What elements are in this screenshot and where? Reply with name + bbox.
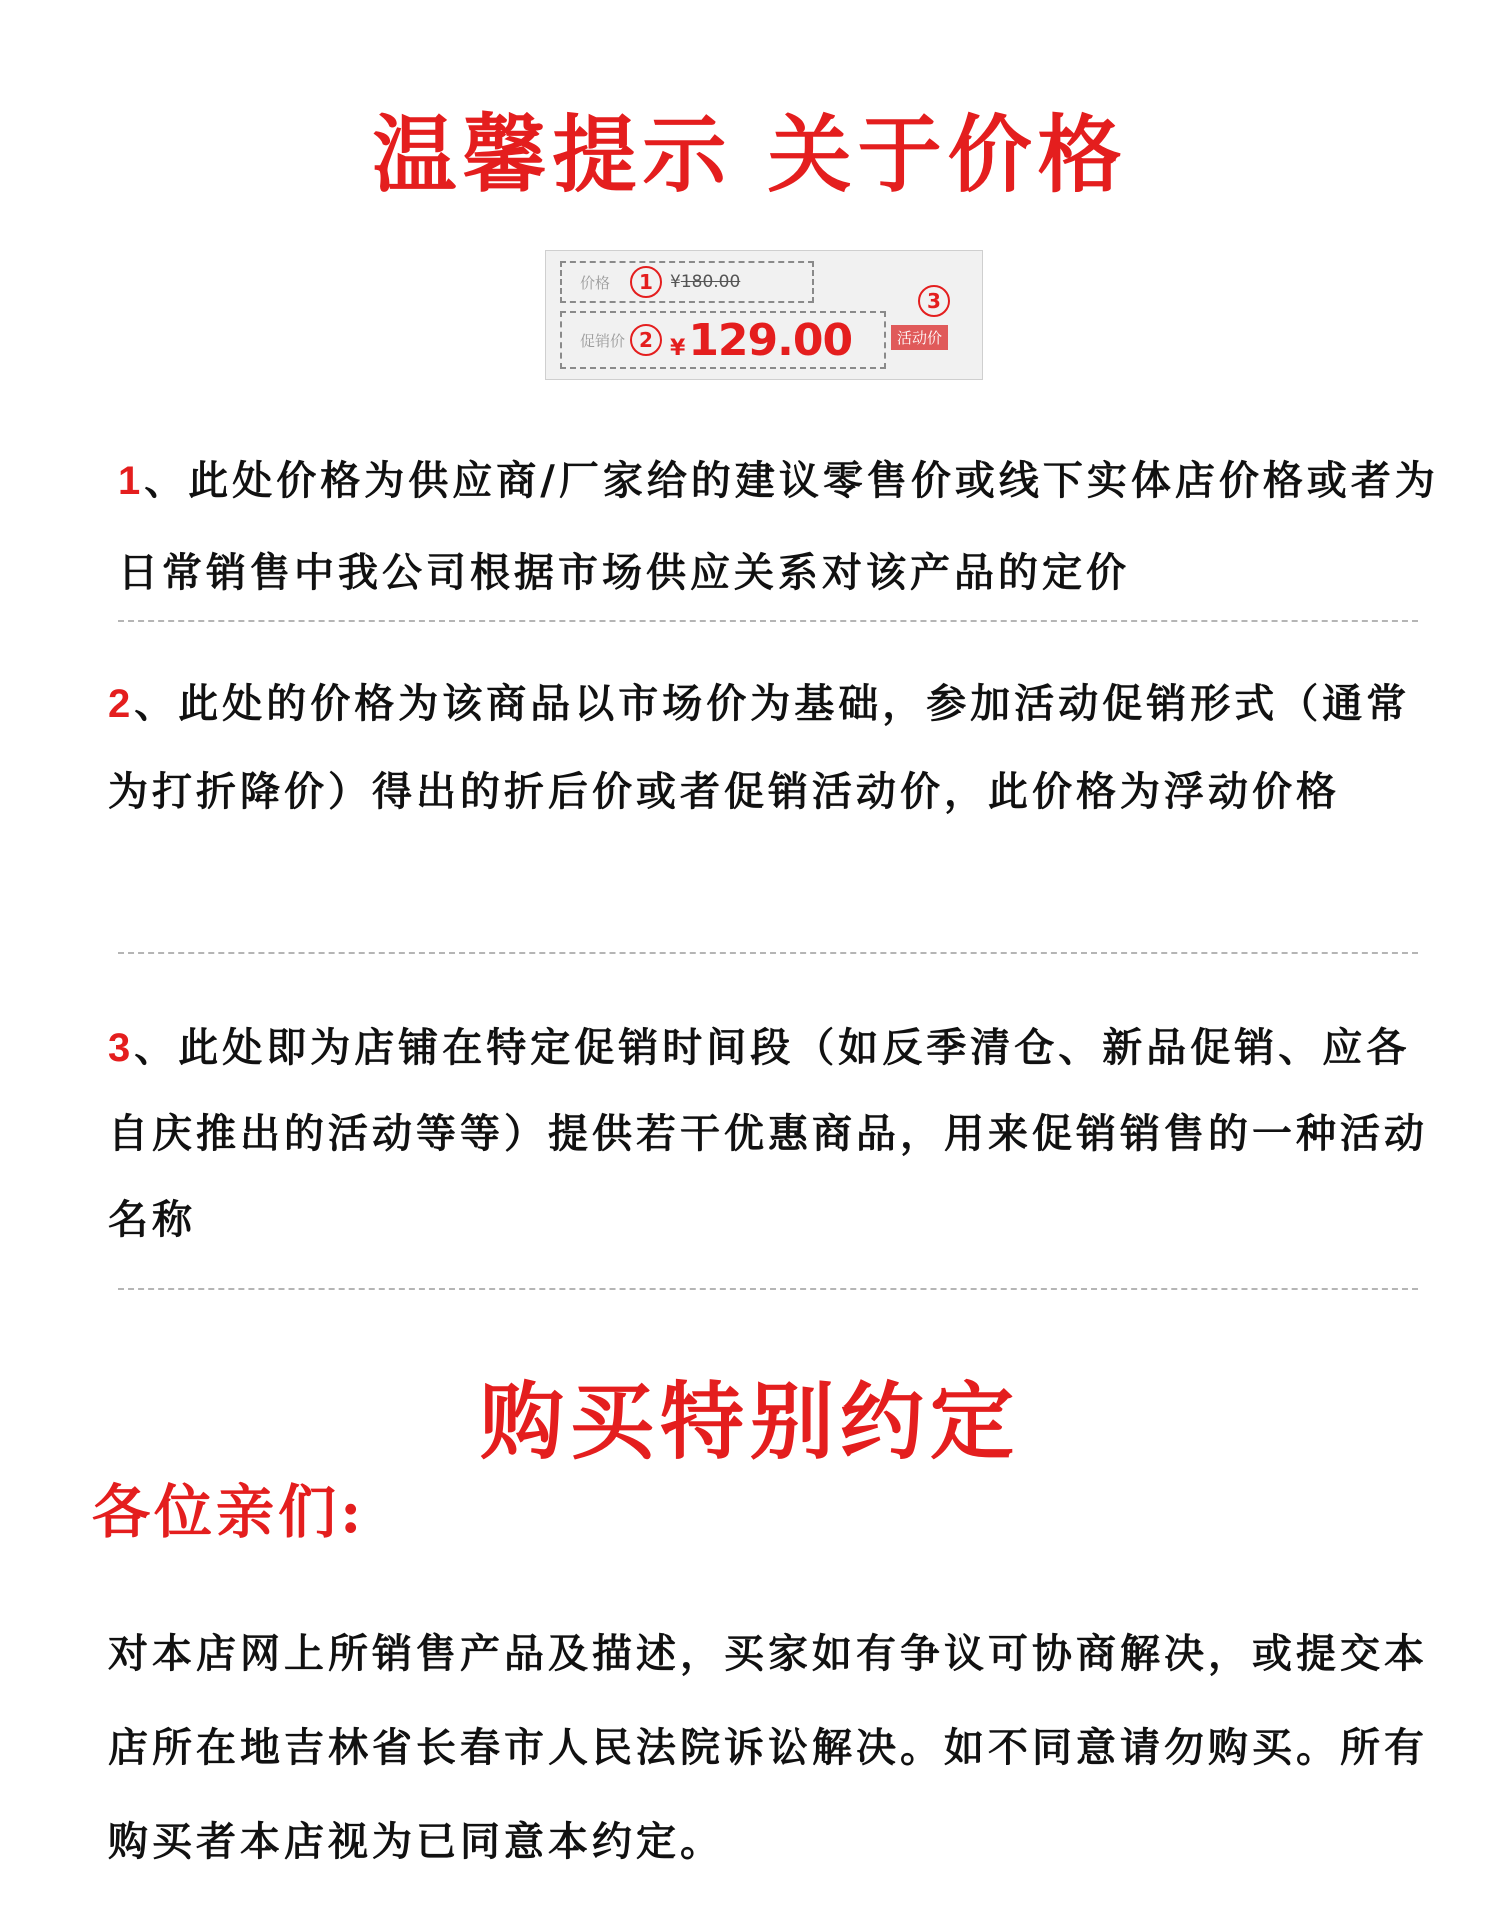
marker-3-icon: 3	[918, 285, 950, 317]
promo-price-row	[560, 311, 886, 369]
page-title: 温馨提示 关于价格	[372, 105, 1128, 204]
section-title: 购买特别约定	[479, 1372, 1020, 1471]
divider	[118, 620, 1418, 622]
marker-2-icon: 2	[630, 324, 662, 356]
note-text: 、此处的价格为该商品以市场价为基础，参加活动促销形式（通常为打折降价）得出的折后价或者促销活动价，此价格为浮动价格	[108, 680, 1411, 815]
note-number: 2	[108, 682, 135, 726]
original-price-currency: ¥	[670, 272, 681, 292]
agreement-text: 对本店网上所销售产品及描述，买家如有争议可协商解决，或提交本店所在地吉林省长春市人民法院诉讼解决。如不同意请勿购买。所有购买者本店视为已同意本约定。	[108, 1630, 1428, 1865]
note-number: 1	[118, 459, 145, 503]
original-price-value: 180.00	[680, 272, 741, 292]
note-3	[108, 1005, 1438, 1263]
divider	[118, 952, 1418, 954]
promo-price-value: 129.00	[688, 314, 853, 366]
price-label: 价格	[580, 273, 611, 292]
price-example-graphic	[545, 250, 983, 380]
marker-1-icon: 1	[630, 266, 662, 298]
original-price	[670, 272, 740, 292]
note-2	[108, 660, 1438, 836]
promo-label: 促销价	[580, 331, 626, 350]
note-text: 、此处即为店铺在特定促销时间段（如反季清仓、新品促销、应各自庆推出的活动等等）提供若干优惠商品，用来促销销售的一种活动名称	[108, 1024, 1428, 1243]
original-price-row	[560, 261, 814, 303]
divider	[118, 1288, 1418, 1290]
greeting: 各位亲们:	[92, 1478, 366, 1546]
promo-price-currency: ¥	[670, 335, 686, 361]
promo-price	[670, 315, 852, 366]
note-number: 3	[108, 1026, 135, 1070]
note-text: 、此处价格为供应商/厂家给的建议零售价或线下实体店价格或者为日常销售中我公司根据市场供应关系对该产品的定价	[118, 457, 1439, 596]
activity-badge: 活动价	[891, 325, 948, 350]
note-1	[118, 435, 1448, 619]
